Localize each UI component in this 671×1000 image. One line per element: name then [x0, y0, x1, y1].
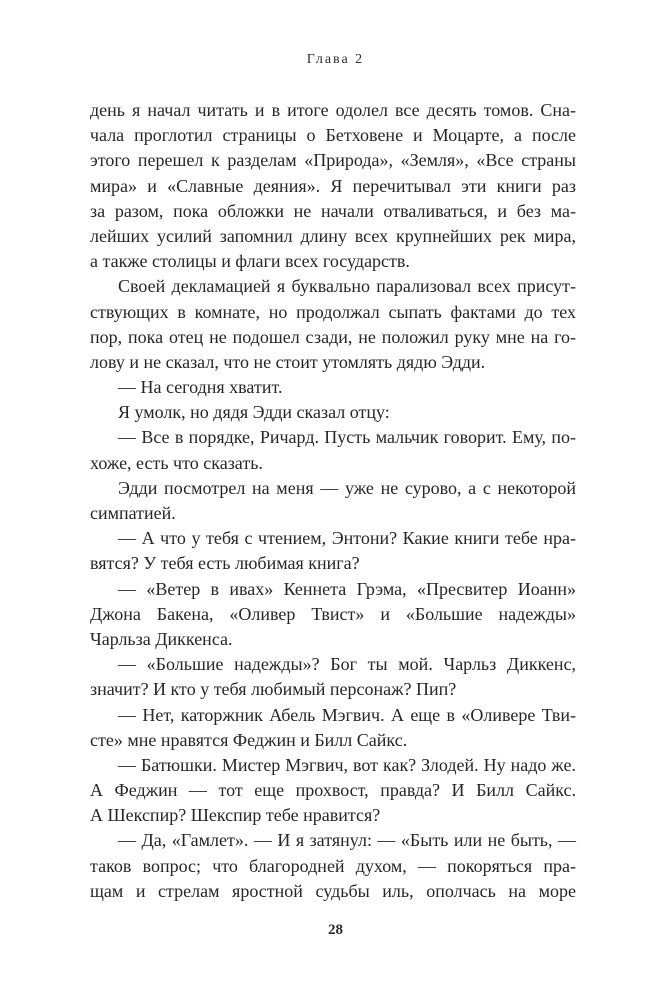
text-line: — Нет, каторжник Абель Мэгвич. А еще в «Оливере Тви-	[118, 704, 576, 725]
text-line: Чарльза Диккенса.	[90, 628, 233, 649]
text-line: — А что у тебя с чтением, Энтони? Какие книги тебе нра-	[118, 528, 576, 549]
text-line: А Феджин — тот еще прохвост, правда? И Билл Сайкс.	[90, 780, 576, 801]
text-line: сте» мне нравятся Феджин и Билл Сайкс.	[90, 729, 408, 750]
text-line: — Батюшки. Мистер Мэгвич, вот как? Злодей. Ну надо же.	[118, 754, 576, 775]
text-line: Джона Бакена, «Оливер Твист» и «Большие надежды»	[90, 603, 576, 624]
text-line: вятся? У тебя есть любимая книга?	[90, 553, 360, 574]
text-line: ствующих в комнате, но продолжал сыпать фактами до тех	[90, 301, 576, 322]
body-text	[90, 98, 576, 904]
text-line: А Шекспир? Шекспир тебе нравится?	[90, 805, 381, 826]
text-line: щам и стрелам яростной судьбы иль, ополчась на море	[90, 880, 576, 901]
text-line: значит? И кто у тебя любимый персонаж? Пип?	[90, 679, 457, 700]
text-line: чала проглотил страницы о Бетховене и Моцарте, а после	[90, 125, 576, 146]
text-line: — Да, «Гамлет». — И я затянул: — «Быть или не быть, —	[118, 830, 576, 851]
text-line: за разом, пока обложки не начали отваливаться, и без ма-	[90, 200, 576, 221]
text-line: хоже, есть что сказать.	[90, 452, 263, 473]
text-line: пор, пока отец не подошел сзади, не положил руку мне на го-	[90, 326, 576, 347]
text-line: — Все в порядке, Ричард. Пусть мальчик говорит. Ему, по-	[118, 427, 576, 448]
text-line: Эдди посмотрел на меня — уже не сурово, а с некоторой	[118, 477, 576, 498]
text-line: — «Большие надежды»? Бог ты мой. Чарльз Диккенс,	[118, 654, 576, 675]
text-line: лову и не сказал, что не стоит утомлять дядю Эдди.	[90, 351, 486, 372]
text-line: Своей декламацией я буквально парализовал всех присут-	[118, 276, 576, 297]
text-line: мира» и «Славные деяния». Я перечитывал эти книги раз	[90, 175, 576, 196]
text-line: Я умолк, но дядя Эдди сказал отцу:	[118, 402, 390, 423]
page-number: 28	[328, 922, 343, 938]
text-line: а также столицы и флаги всех государств.	[90, 251, 410, 272]
text-line: — На сегодня хватит.	[118, 377, 283, 398]
text-line: лейших усилий запомнил длину всех крупнейших рек мира,	[90, 225, 576, 246]
running-head-chapter: Глава 2	[306, 52, 365, 67]
text-line: — «Ветер в ивах» Кеннета Грэма, «Пресвитер Иоанн»	[118, 578, 576, 599]
text-line: этого перешел к разделам «Природа», «Земля», «Все страны	[90, 150, 576, 171]
text-line: день я начал читать и в итоге одолел все десять томов. Сна-	[90, 100, 576, 120]
text-line: симпатией.	[90, 503, 176, 523]
text-line: таков вопрос; что благородней духом, — покоряться пра-	[90, 855, 576, 876]
